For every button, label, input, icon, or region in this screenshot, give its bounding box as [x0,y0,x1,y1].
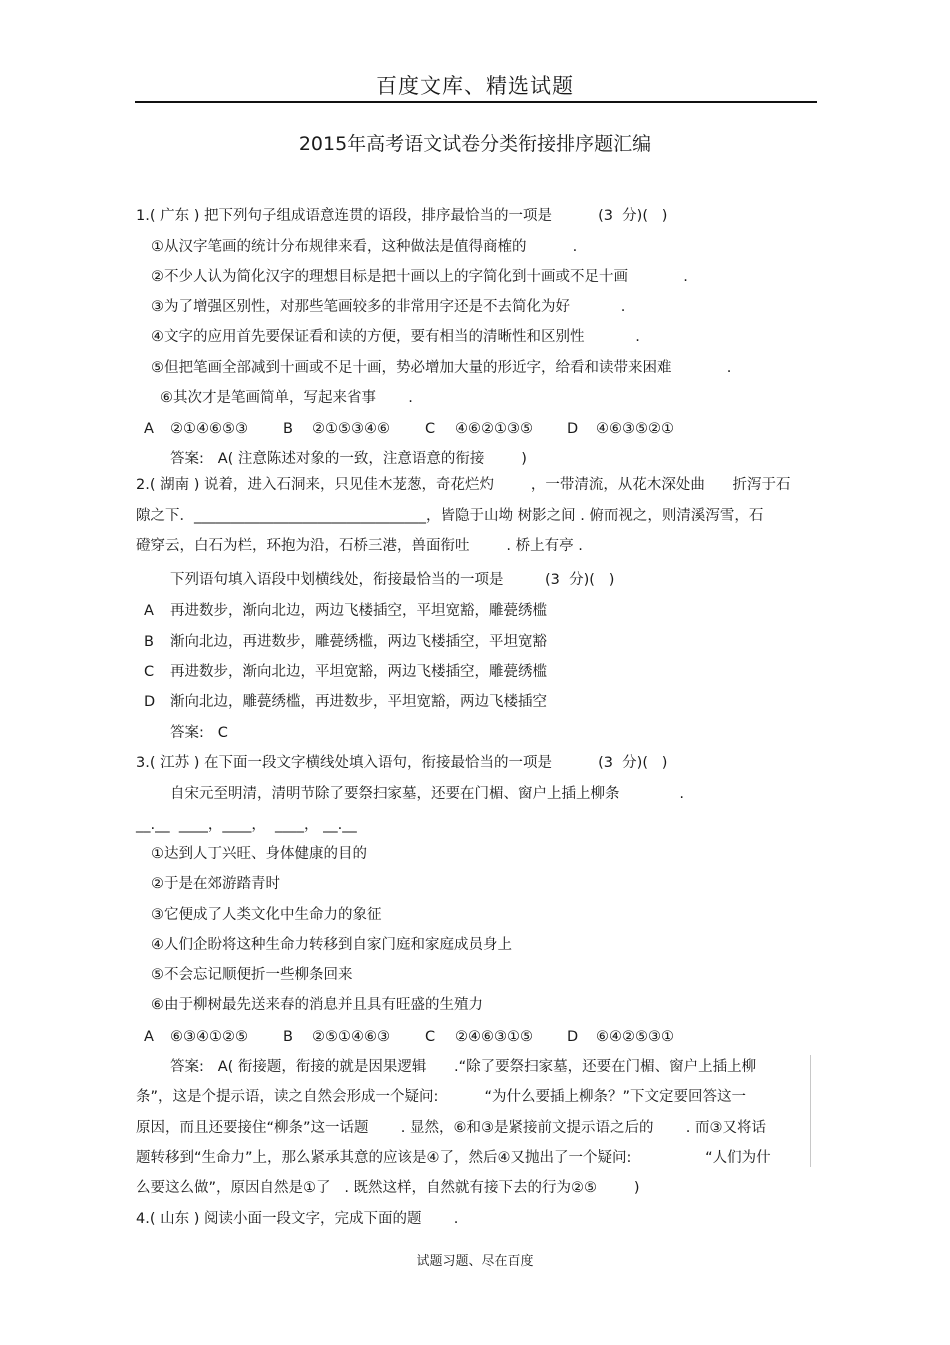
q3-item: ④人们企盼将这种生命力转移到自家门庭和家庭成员身上 [151,937,512,953]
header-divider [135,101,817,103]
q2-option-text: 渐向北边，雕甍绣槛，再进数步，平坦宽豁，两边飞楼插空 [170,694,547,710]
q3-option-value: ⑥④②⑤③① [596,1029,674,1045]
q1-option-value: ④⑥③⑤②① [596,421,674,437]
q2-prompt: 下列语句填入语段中划横线处，衔接最恰当的一项是 (3 分)( ) [170,572,615,588]
q3-passage: 自宋元至明清，清明节除了要祭扫家墓，还要在门楣、窗户上插上柳条 . [170,786,685,802]
document-title: 2015年高考语文试卷分类衔接排序题汇编 [298,133,652,155]
page-footer: 试题习题、尽在百度 [416,1254,534,1269]
q3-item: ①达到人丁兴旺、身体健康的目的 [151,846,367,862]
q1-option-value: ②①⑤③④⑥ [312,421,390,437]
q2-answer: 答案: C [170,725,228,741]
q3-option-value: ⑥③④①②⑤ [170,1029,248,1045]
q2-option [0,662,950,682]
q2-option-letter: A [144,603,154,619]
q3-option-letter: C [425,1029,436,1045]
q2-passage-line: 隙之下．________________________________，皆隐于山坳 树影之间 . 俯而视之，则清溪泻雪，石 [136,508,764,524]
q1-item: ④文字的应用首先要保证看和读的方便，要有相当的清晰性和区别性 . [151,329,640,345]
q4-stem: 4.( 山东 ) 阅读小面一段文字，完成下面的题 . [136,1211,459,1227]
q3-answer-line: 条”，这是个提示语，读之自然会形成一个疑问: “为什么要插上柳条？”下文定要回答这一 [136,1089,747,1105]
q3-option-value: ②④⑥③①⑤ [455,1029,533,1045]
q1-item: ⑤但把笔画全部减到十画或不足十画，势必增加大量的形近字，给看和读带来困难 . [151,360,732,376]
q1-item: ③为了增强区别性，对那些笔画较多的非常用字还是不去简化为好 . [151,299,626,315]
q3-answer-line: 么要这么做”，原因自然是①了 . 既然这样，自然就有接下去的行为②⑤ ) [136,1180,640,1196]
page-header-title: 百度文库、精选试题 [376,74,574,98]
q1-stem: 1.( 广东 ) 把下列句子组成语意连贯的语段，排序最恰当的一项是 (3 分)( ) [136,208,668,224]
q3-item: ②于是在郊游踏青时 [151,876,280,892]
q3-option-letter: A [144,1029,154,1045]
q2-option-text: 再进数步，渐向北边，两边飞楼插空，平坦宽豁，雕甍绣槛 [170,603,547,619]
q3-option-letter: B [283,1029,293,1045]
q2-option [0,632,950,652]
q3-answer-line: 原因，而且还要接住“柳条”这一话题 . 显然，⑥和③是紧接前文提示语之后的 . 而③又将话 [136,1120,766,1136]
q2-option [0,601,950,621]
q2-option-letter: D [144,694,156,710]
q2-option-letter: B [144,634,154,650]
margin-bar [810,1055,811,1167]
q1-item: ②不少人认为简化汉字的理想目标是把十画以上的字简化到十画或不足十画 . [151,269,688,285]
q3-item: ⑥由于柳树最先送来春的消息并且具有旺盛的生殖力 [151,997,483,1013]
q1-option-letter: B [283,421,293,437]
q1-item: ⑥其次才是笔画简单，写起来省事 . [160,390,413,406]
q1-option-value: ④⑥②①③⑤ [455,421,533,437]
q1-item: ①从汉字笔画的统计分布规律来看，这种做法是值得商榷的 . [151,239,578,255]
q3-answer-line: 题转移到“生命力”上，那么紧承其意的应该是④了，然后④又抛出了一个疑问: “人们为什 [136,1150,771,1166]
q2-option-text: 渐向北边，再进数步，雕甍绣槛，两边飞楼插空，平坦宽豁 [170,634,547,650]
q2-option-letter: C [144,664,155,680]
q3-option-letter: D [567,1029,579,1045]
q1-option-letter: A [144,421,154,437]
q3-options [0,1027,950,1047]
q3-option-value: ②⑤①④⑥③ [312,1029,390,1045]
q3-blanks: __.__ ____，____， ____， __.__ [136,817,357,833]
q2-passage-line: 2.( 湖南 ) 说着，进入石洞来，只见佳木茏葱，奇花烂灼 ，一带清流，从花木深处曲 折泻于石 [136,477,791,493]
q2-passage-line: 磴穿云，白石为栏，环抱为沿，石桥三港，兽面衔吐 . 桥上有亭 . [136,538,583,554]
q1-options [0,419,950,439]
q1-option-letter: C [425,421,436,437]
q2-option [0,692,950,712]
q1-option-value: ②①④⑥⑤③ [170,421,248,437]
q3-answer-line: 答案: A( 衔接题，衔接的就是因果逻辑 .“除了要祭扫家墓，还要在门楣、窗户上插上柳 [170,1059,757,1075]
q3-item: ⑤不会忘记顺便折一些柳条回来 [151,967,353,983]
q1-answer: 答案: A( 注意陈述对象的一致，注意语意的衔接 ) [170,451,527,467]
q3-item: ③它便成了人类文化中生命力的象征 [151,907,382,923]
q1-option-letter: D [567,421,579,437]
q2-option-text: 再进数步，渐向北边，平坦宽豁，两边飞楼插空，雕甍绣槛 [170,664,547,680]
q3-stem: 3.( 江苏 ) 在下面一段文字横线处填入语句，衔接最恰当的一项是 (3 分)( ) [136,755,668,771]
